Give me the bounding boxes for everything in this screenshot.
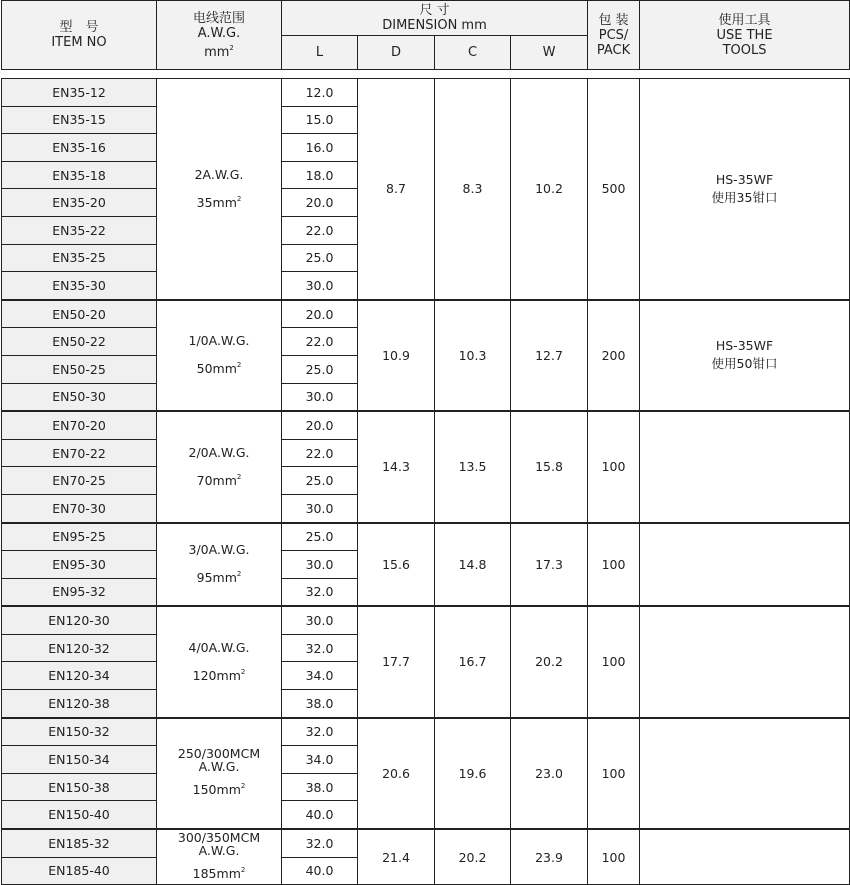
item-no-cell: EN150-38 xyxy=(2,773,157,801)
item-no-cell: EN35-16 xyxy=(2,134,157,162)
header-tools xyxy=(640,1,850,70)
item-no-cell: EN95-32 xyxy=(2,578,157,606)
dim-c-cell: 19.6 xyxy=(435,718,511,829)
dim-c-cell: 10.3 xyxy=(435,300,511,411)
length-cell: 22.0 xyxy=(282,439,358,467)
length-cell: 22.0 xyxy=(282,328,358,356)
dim-d-cell: 17.7 xyxy=(358,606,435,717)
wire-awg: 3/0A.W.G. xyxy=(188,542,250,558)
tool-model: HS-35WF xyxy=(715,171,774,187)
item-no-cell: EN120-38 xyxy=(2,690,157,718)
length-cell: 32.0 xyxy=(282,718,358,746)
item-no-cell: EN35-20 xyxy=(2,189,157,217)
item-no-cell: EN35-25 xyxy=(2,244,157,272)
table-row xyxy=(2,718,850,746)
header-pack-en2: PACK xyxy=(596,42,631,58)
length-cell: 40.0 xyxy=(282,801,358,829)
pack-cell: 200 xyxy=(588,300,640,411)
item-no-cell: EN185-40 xyxy=(2,857,157,885)
length-cell: 32.0 xyxy=(282,578,358,606)
item-no-cell: EN95-25 xyxy=(2,523,157,551)
dim-w-cell: 10.2 xyxy=(511,79,588,300)
pack-cell: 500 xyxy=(588,79,640,300)
length-cell: 38.0 xyxy=(282,773,358,801)
dim-w-cell: 23.9 xyxy=(511,829,588,885)
header-col-d: D xyxy=(358,36,435,70)
pack-cell: 100 xyxy=(588,829,640,885)
item-no-cell: EN35-30 xyxy=(2,272,157,300)
length-cell: 40.0 xyxy=(282,857,358,885)
item-no-cell: EN185-32 xyxy=(2,829,157,857)
wire-awg: 4/0A.W.G. xyxy=(188,639,250,655)
length-cell: 18.0 xyxy=(282,161,358,189)
wire-awg: 2A.W.G. xyxy=(194,166,244,182)
dim-d-cell: 15.6 xyxy=(358,523,435,607)
dim-c-cell: 14.8 xyxy=(435,523,511,607)
length-cell: 30.0 xyxy=(282,272,358,300)
pack-cell: 100 xyxy=(588,523,640,607)
header-wire-cn: 电线范围 xyxy=(192,10,245,26)
item-no-cell: EN50-25 xyxy=(2,355,157,383)
wire-range-cell xyxy=(157,829,282,885)
dim-c-cell: 20.2 xyxy=(435,829,511,885)
header-pack-en1: PCS/ xyxy=(598,27,629,43)
wire-range-cell xyxy=(157,300,282,411)
pack-cell: 100 xyxy=(588,718,640,829)
length-cell: 25.0 xyxy=(282,523,358,551)
length-cell: 20.0 xyxy=(282,189,358,217)
table-row xyxy=(2,411,850,439)
wire-range-cell xyxy=(157,79,282,300)
wire-awg-prefix: 300/350MCM xyxy=(177,830,261,846)
item-no-cell: EN70-25 xyxy=(2,467,157,495)
header-wire-range xyxy=(157,1,282,70)
item-no-cell: EN150-40 xyxy=(2,801,157,829)
header-pack-cn: 包 装 xyxy=(598,12,629,28)
wire-range-cell xyxy=(157,411,282,522)
header-col-w: W xyxy=(511,36,588,70)
wire-mm: $70mm^2$ xyxy=(196,472,242,488)
header-wire-mm: $mm^2$ xyxy=(204,43,234,60)
wire-awg: 2/0A.W.G. xyxy=(188,444,250,460)
table-row xyxy=(2,829,850,857)
length-cell: 38.0 xyxy=(282,690,358,718)
header-wire-awg: A.W.G. xyxy=(197,25,241,41)
dim-d-cell: 10.9 xyxy=(358,300,435,411)
length-cell: 30.0 xyxy=(282,383,358,411)
item-no-cell: EN150-34 xyxy=(2,746,157,774)
length-cell: 20.0 xyxy=(282,300,358,328)
tool-jaw: 使用50钳口 xyxy=(711,356,778,372)
dim-w-cell: 20.2 xyxy=(511,606,588,717)
tools-cell xyxy=(640,718,850,829)
item-no-cell: EN120-34 xyxy=(2,662,157,690)
length-cell: 34.0 xyxy=(282,746,358,774)
wire-mm: $35mm^2$ xyxy=(196,194,242,210)
header-dim-en: DIMENSION mm xyxy=(382,18,487,33)
wire-awg-prefix: 250/300MCM xyxy=(177,746,261,762)
length-cell: 16.0 xyxy=(282,134,358,162)
table-row xyxy=(2,79,850,107)
item-no-cell: EN120-32 xyxy=(2,634,157,662)
item-no-cell: EN35-15 xyxy=(2,106,157,134)
header-col-c: C xyxy=(435,36,511,70)
length-cell: 25.0 xyxy=(282,355,358,383)
header-item-en: ITEM NO xyxy=(51,35,107,50)
tools-cell xyxy=(640,606,850,717)
length-cell: 15.0 xyxy=(282,106,358,134)
item-no-cell: EN35-18 xyxy=(2,161,157,189)
tools-cell xyxy=(640,523,850,607)
tools-cell xyxy=(640,79,850,300)
tools-cell xyxy=(640,411,850,522)
length-cell: 32.0 xyxy=(282,829,358,857)
header-col-l: L xyxy=(282,36,358,70)
item-no-cell: EN120-30 xyxy=(2,606,157,634)
header-tool-en1: USE THE xyxy=(716,27,773,43)
dim-w-cell: 12.7 xyxy=(511,300,588,411)
dim-c-cell: 8.3 xyxy=(435,79,511,300)
tool-model: HS-35WF xyxy=(715,338,774,354)
item-no-cell: EN70-20 xyxy=(2,411,157,439)
wire-awg: A.W.G. xyxy=(198,759,240,775)
tool-jaw: 使用35钳口 xyxy=(711,189,778,205)
length-cell: 30.0 xyxy=(282,606,358,634)
header-dim-cn: 尺 寸 xyxy=(419,3,450,18)
dim-d-cell: 20.6 xyxy=(358,718,435,829)
length-cell: 12.0 xyxy=(282,79,358,107)
header-gap xyxy=(0,70,850,78)
wire-range-cell xyxy=(157,523,282,607)
item-no-cell: EN35-22 xyxy=(2,216,157,244)
header-pack xyxy=(588,1,640,70)
length-cell: 30.0 xyxy=(282,494,358,522)
dim-w-cell: 17.3 xyxy=(511,523,588,607)
item-no-cell: EN50-20 xyxy=(2,300,157,328)
item-no-cell: EN35-12 xyxy=(2,79,157,107)
dim-c-cell: 16.7 xyxy=(435,606,511,717)
length-cell: 22.0 xyxy=(282,216,358,244)
length-cell: 20.0 xyxy=(282,411,358,439)
wire-awg: 1/0A.W.G. xyxy=(188,333,250,349)
table-row xyxy=(2,300,850,328)
table-row xyxy=(2,606,850,634)
header-item-no xyxy=(2,1,157,70)
length-cell: 32.0 xyxy=(282,634,358,662)
wire-mm: $95mm^2$ xyxy=(196,570,242,586)
wire-range-cell xyxy=(157,718,282,829)
item-no-cell: EN70-30 xyxy=(2,494,157,522)
dim-d-cell: 21.4 xyxy=(358,829,435,885)
length-cell: 25.0 xyxy=(282,244,358,272)
table-body xyxy=(0,78,850,885)
wire-mm: $120mm^2$ xyxy=(192,667,246,683)
wire-range-cell xyxy=(157,606,282,717)
pack-cell: 100 xyxy=(588,606,640,717)
pack-cell: 100 xyxy=(588,411,640,522)
dim-w-cell: 23.0 xyxy=(511,718,588,829)
dim-d-cell: 14.3 xyxy=(358,411,435,522)
item-no-cell: EN95-30 xyxy=(2,551,157,579)
tools-cell xyxy=(640,300,850,411)
header-dimension xyxy=(282,1,588,36)
item-no-cell: EN70-22 xyxy=(2,439,157,467)
wire-mm: $185mm^2$ xyxy=(192,866,246,882)
wire-mm: $150mm^2$ xyxy=(192,782,246,798)
item-no-cell: EN150-32 xyxy=(2,718,157,746)
dim-w-cell: 15.8 xyxy=(511,411,588,522)
header-tool-cn: 使用工具 xyxy=(718,12,771,28)
length-cell: 30.0 xyxy=(282,551,358,579)
dim-c-cell: 13.5 xyxy=(435,411,511,522)
table-row xyxy=(2,523,850,551)
table-header xyxy=(0,0,850,70)
tools-cell xyxy=(640,829,850,885)
wire-awg: A.W.G. xyxy=(198,843,240,859)
item-no-cell: EN50-22 xyxy=(2,328,157,356)
wire-mm: $50mm^2$ xyxy=(196,361,242,377)
header-tool-en2: TOOLS xyxy=(722,42,767,58)
dim-d-cell: 8.7 xyxy=(358,79,435,300)
item-no-cell: EN50-30 xyxy=(2,383,157,411)
length-cell: 34.0 xyxy=(282,662,358,690)
header-item-cn: 型 号 xyxy=(59,20,99,35)
length-cell: 25.0 xyxy=(282,467,358,495)
